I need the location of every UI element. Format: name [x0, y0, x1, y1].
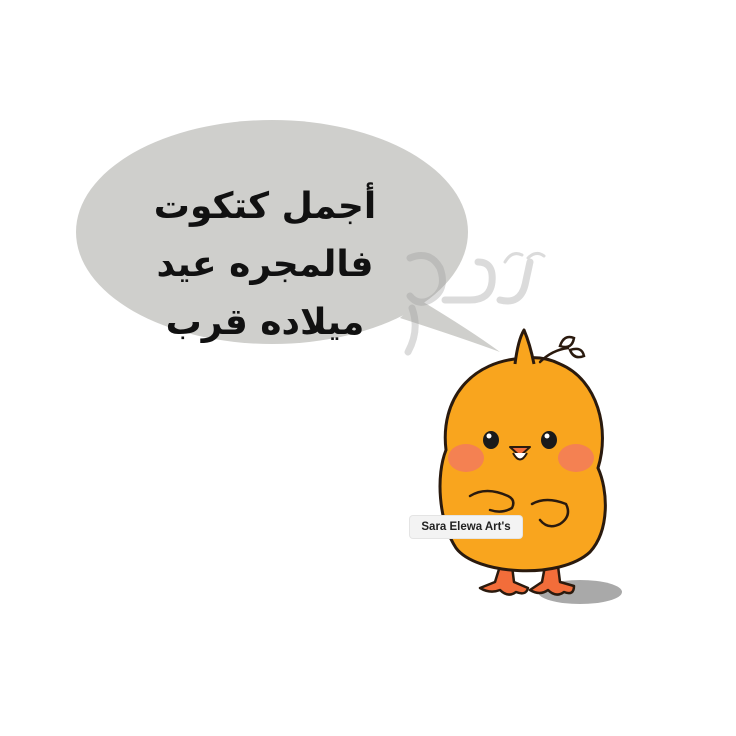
- speech-line-1: أجمل كتكوت فالمجره عيد: [153, 186, 377, 285]
- speech-line-2: ميلاده قرب: [165, 302, 365, 343]
- chick-cheek-left: [448, 444, 484, 472]
- artist-credit-label: Sara Elewa Art's: [410, 516, 522, 538]
- chick-tuft: [515, 330, 534, 364]
- chick-cheek-right: [558, 444, 594, 472]
- speech-bubble-text: [90, 178, 440, 352]
